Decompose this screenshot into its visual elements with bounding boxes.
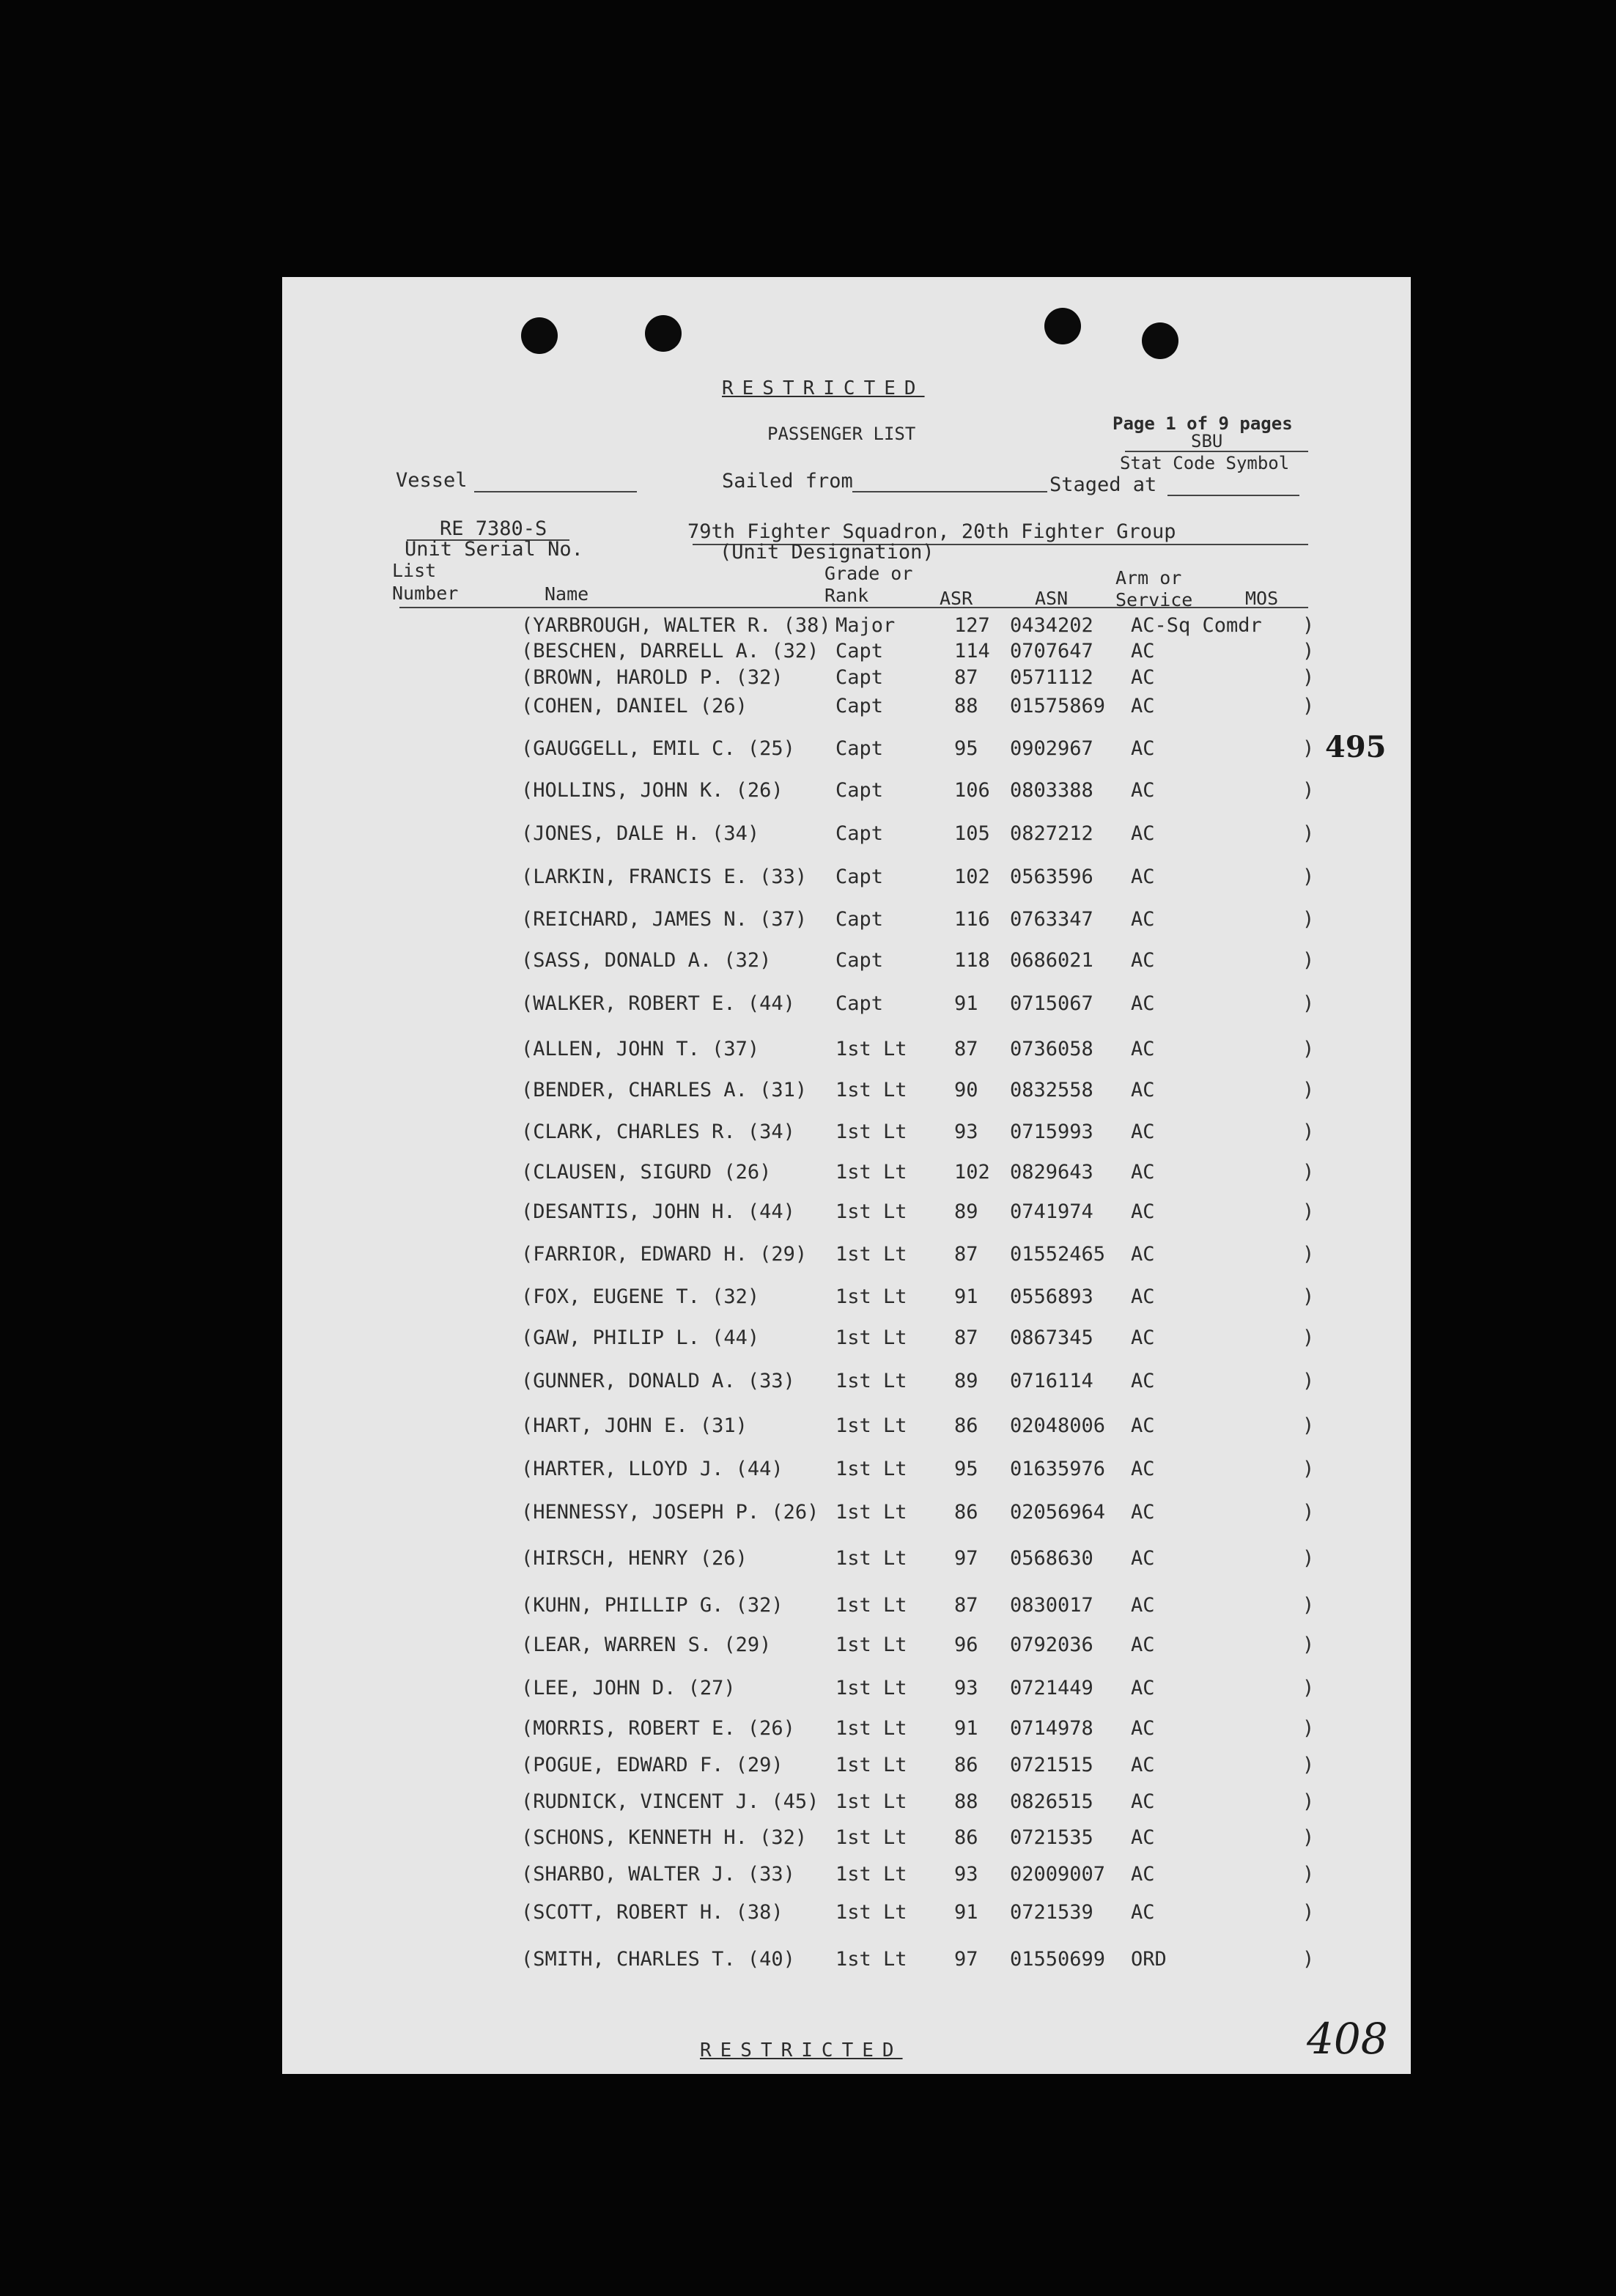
- row-close-paren: ): [1302, 737, 1315, 760]
- row-asn: 0829643: [1010, 1161, 1093, 1184]
- row-name: (BROWN, HAROLD P. (32): [521, 666, 783, 689]
- table-row: [282, 1547, 1411, 1573]
- passenger-list-subtitle: PASSENGER LIST: [767, 424, 916, 444]
- table-row: [282, 949, 1411, 975]
- row-rank: 1st Lt: [835, 1501, 907, 1524]
- passenger-list-document: [282, 277, 1411, 2074]
- row-close-paren: ): [1302, 1594, 1315, 1617]
- row-close-paren: ): [1302, 1547, 1315, 1570]
- table-row: [282, 1826, 1411, 1853]
- sbu-label: SBU: [1191, 431, 1223, 451]
- row-asn: 0715067: [1010, 992, 1093, 1015]
- row-asn: 0568630: [1010, 1547, 1093, 1570]
- row-rank: 1st Lt: [835, 1547, 907, 1570]
- row-arm: AC: [1131, 992, 1155, 1015]
- row-asn: 0867345: [1010, 1326, 1093, 1349]
- row-close-paren: ): [1302, 1285, 1315, 1308]
- row-arm: AC: [1131, 1901, 1155, 1924]
- row-close-paren: ): [1302, 1901, 1315, 1924]
- row-asr: 102: [954, 865, 990, 888]
- punch-hole: [1142, 322, 1178, 359]
- row-rank: 1st Lt: [835, 1677, 907, 1699]
- row-close-paren: ): [1302, 1243, 1315, 1266]
- row-asr: 87: [954, 1243, 978, 1266]
- row-close-paren: ): [1302, 1826, 1315, 1849]
- row-rank: Capt: [835, 666, 884, 689]
- row-name: (SCHONS, KENNETH H. (32): [521, 1826, 808, 1849]
- row-close-paren: ): [1302, 1948, 1315, 1971]
- table-row: [282, 1790, 1411, 1817]
- row-asn: 01552465: [1010, 1243, 1106, 1266]
- row-asn: 0686021: [1010, 949, 1093, 972]
- table-row: [282, 1121, 1411, 1147]
- row-asr: 91: [954, 1285, 978, 1308]
- row-arm: AC: [1131, 779, 1155, 802]
- row-close-paren: ): [1302, 1079, 1315, 1101]
- row-arm: AC: [1131, 1863, 1155, 1886]
- table-row: [282, 1754, 1411, 1780]
- row-rank: 1st Lt: [835, 1414, 907, 1437]
- row-rank: 1st Lt: [835, 1161, 907, 1184]
- table-row: [282, 1717, 1411, 1743]
- row-arm: AC: [1131, 1370, 1155, 1392]
- row-close-paren: ): [1302, 614, 1315, 637]
- vessel-label: Vessel: [396, 469, 468, 492]
- row-asn: 0736058: [1010, 1038, 1093, 1060]
- row-close-paren: ): [1302, 1326, 1315, 1349]
- row-name: (ALLEN, JOHN T. (37): [521, 1038, 760, 1060]
- row-asn: 0434202: [1010, 614, 1093, 637]
- stamp-number: 495: [1325, 730, 1387, 764]
- row-close-paren: ): [1302, 1414, 1315, 1437]
- table-row: [282, 1863, 1411, 1889]
- table-row: [282, 1414, 1411, 1441]
- row-rank: 1st Lt: [835, 1717, 907, 1740]
- row-name: (SMITH, CHARLES T. (40): [521, 1948, 795, 1971]
- row-arm: AC: [1131, 1547, 1155, 1570]
- row-asr: 86: [954, 1754, 978, 1776]
- row-close-paren: ): [1302, 1501, 1315, 1524]
- row-name: (CLAUSEN, SIGURD (26): [521, 1161, 772, 1184]
- row-asr: 91: [954, 1717, 978, 1740]
- table-row: [282, 1948, 1411, 1974]
- table-row: [282, 1243, 1411, 1269]
- row-rank: 1st Lt: [835, 1863, 907, 1886]
- row-name: (JONES, DALE H. (34): [521, 822, 760, 845]
- row-asr: 95: [954, 737, 978, 760]
- row-arm: AC: [1131, 1458, 1155, 1480]
- row-asr: 95: [954, 1458, 978, 1480]
- row-name: (SASS, DONALD A. (32): [521, 949, 772, 972]
- table-row: [282, 737, 1411, 764]
- row-arm: AC: [1131, 1414, 1155, 1437]
- table-row: [282, 640, 1411, 666]
- row-asr: 106: [954, 779, 990, 802]
- row-arm: AC: [1131, 1243, 1155, 1266]
- col-mos: MOS: [1245, 588, 1279, 609]
- staged-at-label: Staged at: [1049, 473, 1157, 496]
- row-name: (BENDER, CHARLES A. (31): [521, 1079, 808, 1101]
- row-rank: Capt: [835, 695, 884, 717]
- table-row: [282, 1677, 1411, 1703]
- row-asr: 127: [954, 614, 990, 637]
- col-name: Name: [545, 583, 589, 605]
- table-row: [282, 1200, 1411, 1227]
- row-asr: 89: [954, 1370, 978, 1392]
- table-row: [282, 822, 1411, 849]
- row-asn: 0714978: [1010, 1717, 1093, 1740]
- row-arm: AC: [1131, 1790, 1155, 1813]
- row-rank: Capt: [835, 822, 884, 845]
- row-name: (GAUGGELL, EMIL C. (25): [521, 737, 795, 760]
- row-name: (MORRIS, ROBERT E. (26): [521, 1717, 795, 1740]
- row-asr: 97: [954, 1948, 978, 1971]
- row-asr: 91: [954, 1901, 978, 1924]
- row-asn: 02056964: [1010, 1501, 1106, 1524]
- row-close-paren: ): [1302, 1754, 1315, 1776]
- row-close-paren: ): [1302, 822, 1315, 845]
- row-asr: 114: [954, 640, 990, 662]
- row-close-paren: ): [1302, 865, 1315, 888]
- row-rank: 1st Lt: [835, 1594, 907, 1617]
- col-list-number: List Number: [392, 560, 459, 604]
- table-row: [282, 1161, 1411, 1187]
- row-arm: AC: [1131, 1079, 1155, 1101]
- row-name: (COHEN, DANIEL (26): [521, 695, 748, 717]
- page-info: Page 1 of 9 pages: [1113, 413, 1293, 434]
- stat-code-label: Stat Code Symbol: [1120, 453, 1290, 473]
- row-asn: 0803388: [1010, 779, 1093, 802]
- row-close-paren: ): [1302, 1863, 1315, 1886]
- row-asr: 86: [954, 1826, 978, 1849]
- row-asn: 0830017: [1010, 1594, 1093, 1617]
- col-arm: Arm or Service: [1115, 567, 1193, 610]
- row-close-paren: ): [1302, 1790, 1315, 1813]
- row-name: (HART, JOHN E. (31): [521, 1414, 748, 1437]
- row-name: (WALKER, ROBERT E. (44): [521, 992, 795, 1015]
- row-arm: AC: [1131, 640, 1155, 662]
- row-rank: 1st Lt: [835, 1458, 907, 1480]
- row-close-paren: ): [1302, 1634, 1315, 1656]
- row-asn: 01575869: [1010, 695, 1106, 717]
- row-arm: AC: [1131, 1677, 1155, 1699]
- row-name: (HENNESSY, JOSEPH P. (26): [521, 1501, 819, 1524]
- row-arm: AC: [1131, 949, 1155, 972]
- row-name: (FOX, EUGENE T. (32): [521, 1285, 760, 1308]
- restricted-footer: RESTRICTED: [700, 2040, 903, 2061]
- row-arm: AC: [1131, 737, 1155, 760]
- row-arm: AC-Sq Comdr: [1131, 614, 1262, 637]
- punch-hole: [1044, 308, 1081, 344]
- row-name: (POGUE, EDWARD F. (29): [521, 1754, 783, 1776]
- row-asr: 91: [954, 992, 978, 1015]
- row-name: (HIRSCH, HENRY (26): [521, 1547, 748, 1570]
- col-asr: ASR: [940, 588, 973, 609]
- row-close-paren: ): [1302, 1717, 1315, 1740]
- row-close-paren: ): [1302, 1200, 1315, 1223]
- table-row: [282, 865, 1411, 892]
- row-name: (HOLLINS, JOHN K. (26): [521, 779, 783, 802]
- row-name: (SCOTT, ROBERT H. (38): [521, 1901, 783, 1924]
- vessel-field: [474, 491, 637, 492]
- table-row: [282, 1594, 1411, 1620]
- row-asr: 93: [954, 1121, 978, 1143]
- row-rank: 1st Lt: [835, 1901, 907, 1924]
- row-name: (LEAR, WARREN S. (29): [521, 1634, 772, 1656]
- row-asn: 0741974: [1010, 1200, 1093, 1223]
- row-rank: Capt: [835, 737, 884, 760]
- row-asr: 93: [954, 1863, 978, 1886]
- table-row: [282, 614, 1411, 641]
- row-asn: 0716114: [1010, 1370, 1093, 1392]
- row-arm: AC: [1131, 1826, 1155, 1849]
- row-asr: 86: [954, 1501, 978, 1524]
- sailed-from-label: Sailed from: [722, 470, 853, 492]
- row-close-paren: ): [1302, 640, 1315, 662]
- row-close-paren: ): [1302, 779, 1315, 802]
- row-rank: Capt: [835, 865, 884, 888]
- header-rule: [399, 607, 1308, 608]
- row-asn: 01550699: [1010, 1948, 1106, 1971]
- row-close-paren: ): [1302, 1677, 1315, 1699]
- unit-designation-value: 79th Fighter Squadron, 20th Fighter Group: [687, 520, 1176, 543]
- table-row: [282, 695, 1411, 721]
- row-asr: 102: [954, 1161, 990, 1184]
- row-arm: AC: [1131, 1161, 1155, 1184]
- row-asr: 87: [954, 1038, 978, 1060]
- row-rank: Capt: [835, 908, 884, 931]
- row-asn: 0827212: [1010, 822, 1093, 845]
- stat-code-underline: [1125, 451, 1308, 452]
- table-row: [282, 1285, 1411, 1312]
- row-arm: AC: [1131, 1634, 1155, 1656]
- row-asn: 0715993: [1010, 1121, 1093, 1143]
- row-arm: ORD: [1131, 1948, 1167, 1971]
- row-asn: 02009007: [1010, 1863, 1106, 1886]
- row-close-paren: ): [1302, 908, 1315, 931]
- row-close-paren: ): [1302, 1038, 1315, 1060]
- table-row: [282, 779, 1411, 805]
- row-asr: 90: [954, 1079, 978, 1101]
- row-asr: 87: [954, 666, 978, 689]
- table-row: [282, 1501, 1411, 1527]
- row-close-paren: ): [1302, 992, 1315, 1015]
- row-asr: 88: [954, 695, 978, 717]
- row-asn: 02048006: [1010, 1414, 1106, 1437]
- row-rank: 1st Lt: [835, 1285, 907, 1308]
- row-rank: 1st Lt: [835, 1243, 907, 1266]
- row-arm: AC: [1131, 695, 1155, 717]
- row-name: (HARTER, LLOYD J. (44): [521, 1458, 783, 1480]
- row-asn: 0826515: [1010, 1790, 1093, 1813]
- row-asr: 116: [954, 908, 990, 931]
- row-name: (DESANTIS, JOHN H. (44): [521, 1200, 795, 1223]
- row-arm: AC: [1131, 1717, 1155, 1740]
- row-asn: 0721539: [1010, 1901, 1093, 1924]
- table-row: [282, 1901, 1411, 1927]
- row-asr: 105: [954, 822, 990, 845]
- table-row: [282, 1458, 1411, 1484]
- row-rank: 1st Lt: [835, 1200, 907, 1223]
- row-rank: 1st Lt: [835, 1948, 907, 1971]
- row-name: (REICHARD, JAMES N. (37): [521, 908, 808, 931]
- row-rank: 1st Lt: [835, 1079, 907, 1101]
- row-close-paren: ): [1302, 666, 1315, 689]
- row-rank: Capt: [835, 992, 884, 1015]
- table-row: [282, 1038, 1411, 1064]
- table-row: [282, 1079, 1411, 1105]
- row-asn: 0832558: [1010, 1079, 1093, 1101]
- row-rank: Capt: [835, 779, 884, 802]
- row-asr: 88: [954, 1790, 978, 1813]
- row-arm: AC: [1131, 1326, 1155, 1349]
- col-grade: Grade or Rank: [824, 563, 913, 606]
- punch-hole: [521, 317, 558, 354]
- unit-serial-value: RE 7380-S: [440, 517, 547, 540]
- staged-at-field: [1167, 495, 1299, 496]
- row-asn: 0721449: [1010, 1677, 1093, 1699]
- row-asn: 0902967: [1010, 737, 1093, 760]
- row-name: (BESCHEN, DARRELL A. (32): [521, 640, 819, 662]
- row-rank: Capt: [835, 949, 884, 972]
- row-asn: 0571112: [1010, 666, 1093, 689]
- row-asr: 86: [954, 1414, 978, 1437]
- row-asn: 0721515: [1010, 1754, 1093, 1776]
- row-close-paren: ): [1302, 1370, 1315, 1392]
- table-row: [282, 1326, 1411, 1353]
- table-row: [282, 1634, 1411, 1660]
- restricted-title: RESTRICTED: [722, 377, 925, 399]
- row-close-paren: ): [1302, 1458, 1315, 1480]
- row-rank: 1st Lt: [835, 1370, 907, 1392]
- row-asr: 118: [954, 949, 990, 972]
- col-asn: ASN: [1035, 588, 1069, 609]
- row-arm: AC: [1131, 822, 1155, 845]
- row-arm: AC: [1131, 1754, 1155, 1776]
- row-asr: 93: [954, 1677, 978, 1699]
- table-row: [282, 992, 1411, 1019]
- row-arm: AC: [1131, 1285, 1155, 1308]
- punch-hole: [645, 315, 682, 352]
- row-arm: AC: [1131, 666, 1155, 689]
- row-name: (LEE, JOHN D. (27): [521, 1677, 736, 1699]
- row-rank: 1st Lt: [835, 1326, 907, 1349]
- row-rank: 1st Lt: [835, 1754, 907, 1776]
- row-close-paren: ): [1302, 949, 1315, 972]
- row-close-paren: ): [1302, 1161, 1315, 1184]
- row-arm: AC: [1131, 908, 1155, 931]
- row-name: (LARKIN, FRANCIS E. (33): [521, 865, 808, 888]
- row-asn: 0563596: [1010, 865, 1093, 888]
- row-arm: AC: [1131, 1501, 1155, 1524]
- table-row: [282, 908, 1411, 934]
- row-asn: 01635976: [1010, 1458, 1106, 1480]
- row-asn: 0707647: [1010, 640, 1093, 662]
- row-arm: AC: [1131, 1200, 1155, 1223]
- unit-serial-label: Unit Serial No.: [405, 538, 583, 561]
- row-asr: 96: [954, 1634, 978, 1656]
- row-rank: 1st Lt: [835, 1826, 907, 1849]
- row-name: (RUDNICK, VINCENT J. (45): [521, 1790, 819, 1813]
- row-name: (YARBROUGH, WALTER R. (38): [521, 614, 831, 637]
- row-asn: 0721535: [1010, 1826, 1093, 1849]
- row-asr: 89: [954, 1200, 978, 1223]
- row-name: (CLARK, CHARLES R. (34): [521, 1121, 795, 1143]
- row-asn: 0763347: [1010, 908, 1093, 931]
- row-close-paren: ): [1302, 1121, 1315, 1143]
- row-name: (GAW, PHILIP L. (44): [521, 1326, 760, 1349]
- row-rank: 1st Lt: [835, 1790, 907, 1813]
- row-name: (FARRIOR, EDWARD H. (29): [521, 1243, 808, 1266]
- row-name: (KUHN, PHILLIP G. (32): [521, 1594, 783, 1617]
- row-asr: 87: [954, 1594, 978, 1617]
- row-asn: 0556893: [1010, 1285, 1093, 1308]
- sailed-from-field: [852, 491, 1047, 492]
- row-rank: 1st Lt: [835, 1038, 907, 1060]
- row-rank: 1st Lt: [835, 1121, 907, 1143]
- row-asr: 97: [954, 1547, 978, 1570]
- row-name: (SHARBO, WALTER J. (33): [521, 1863, 795, 1886]
- row-name: (GUNNER, DONALD A. (33): [521, 1370, 795, 1392]
- row-rank: Major: [835, 614, 896, 637]
- row-arm: AC: [1131, 1594, 1155, 1617]
- table-row: [282, 1370, 1411, 1396]
- row-asr: 87: [954, 1326, 978, 1349]
- unit-designation-label: (Unit Designation): [720, 541, 934, 564]
- row-asn: 0792036: [1010, 1634, 1093, 1656]
- row-rank: 1st Lt: [835, 1634, 907, 1656]
- table-row: [282, 666, 1411, 693]
- row-close-paren: ): [1302, 695, 1315, 717]
- row-arm: AC: [1131, 865, 1155, 888]
- row-rank: Capt: [835, 640, 884, 662]
- row-arm: AC: [1131, 1038, 1155, 1060]
- handwritten-page-number: 408: [1307, 2014, 1388, 2064]
- row-arm: AC: [1131, 1121, 1155, 1143]
